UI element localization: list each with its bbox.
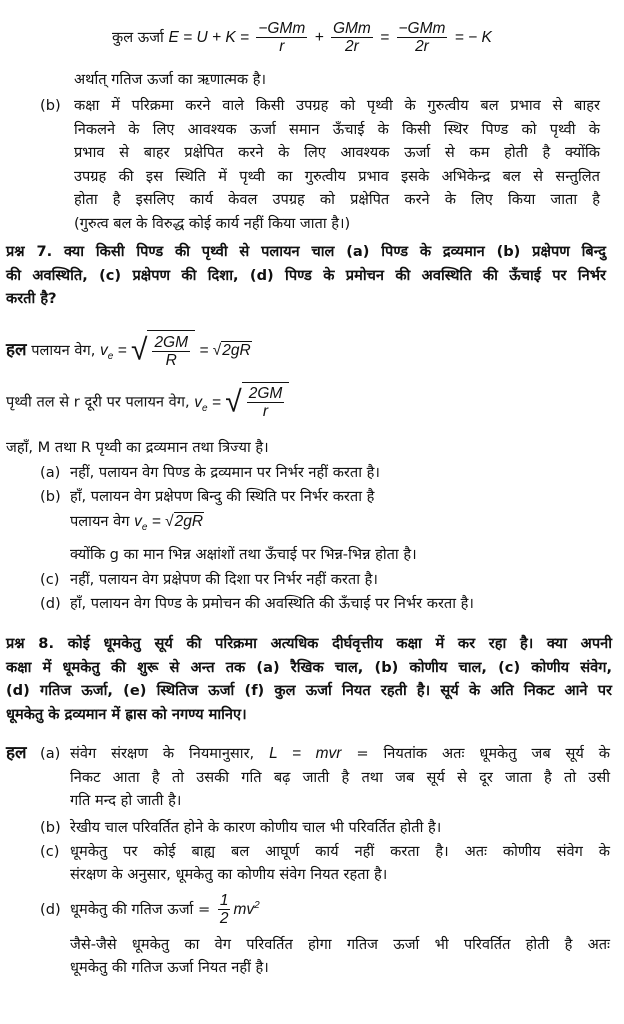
question-8-line-4: धूमकेतु के द्रव्यमान में ह्रास को नगण्य मानिए। [6,705,247,723]
question-8-line-1: कोई धूमकेतु सूर्य की परिक्रमा अत्यधिक दीर्घवृत्तीय कक्षा में कर रहा है। क्या अपनी [67,635,612,652]
sol7-item-b-marker: (b) [40,487,61,505]
sol7-item-a [40,461,610,485]
para-b-marker: (b) [40,97,61,114]
question-8-line-3: (d) गतिज ऊर्जा, (e) स्थितिज ऊर्जा (f) कुल ऊर्जा नियत रहती है। सूर्य के अति निकट आने पर [6,682,612,699]
sol8-item-b [40,816,610,840]
surface-escape [6,382,624,429]
sol8-d-line-1: जैसे-जैसे धूमकेतु का वेग परिवर्तित होगा गतिज ऊर्जा भी परिवर्तित होती है अतः [70,935,610,953]
sol7-item-a-text: नहीं, पलायन वेग पिण्ड के द्रव्यमान पर निर्भर नहीं करता है। [70,464,380,481]
energy-formula: E = U + K = $\frac{\text{−GMm}}{r}$ + $\frac{\text{GMm}}{2r}$ = $\frac{\text{−GMm}}{2r}$ = − K [168,20,492,56]
para-b-line-6: (गुरुत्व बल के विरुद्ध कोई कार्य नहीं किया जाता है।) [74,214,351,232]
sol8-item-c [40,840,610,887]
where-line: जहाँ, M तथा R पृथ्वी का द्रव्यमान तथा त्रिज्या है। [6,439,269,456]
sol7-item-c-text: नहीं, पलायन वेग प्रक्षेपण की दिशा पर निर्भर नहीं करता है। [70,571,378,589]
sol8-d-line-2: धूमकेतु की गतिज ऊर्जा नियत नहीं है। [70,959,269,977]
question-7-line-2: की अवस्थिति, (c) प्रक्षेपण की दिशा, (d) पिण्ड के प्रमोचन की अवस्थिति की ऊँचाई पर निर्भर [6,266,606,284]
question-7-label: प्रश्न 7. [6,243,53,260]
para-b-line-1: कक्षा में परिक्रमा करने वाले किसी उपग्रह को पृथ्वी के गुरुत्वीय बल प्रभाव से बाहर [74,97,600,114]
sol8-a-line-2: निकट आता है तो उसकी गति बढ़ जाती है तथा जब सूर्य से दूर जाता है तो उसी [70,768,610,786]
para-b-line-5: होता है इसलिए कार्य केवल उपग्रह को प्रक्षेपित करने के लिए किया जाता है [74,191,600,208]
sol8-item-d [40,887,610,929]
sol7-item-a-marker: (a) [40,464,61,481]
sol7-b-formula: $v_e = √2gR$ [134,513,204,534]
para-b-line-4: उपग्रह की इस स्थिति में पृथ्वी का गुरुत्वीय प्रभाव इसके अभिकेन्द्र बल से सन्तुलित [74,167,600,185]
solution-8-label: हल [6,743,27,763]
question-8-label: प्रश्न 8. [6,635,55,652]
sol8-c-line-1: धूमकेतु पर कोई बाह्य बल आघूर्ण कार्य नहीं करता है। अतः कोणीय संवेग के [70,842,610,860]
energy-conclusion: अर्थात् गतिज ऊर्जा का ऋणात्मक है। [74,71,267,88]
solution-7-escape [6,330,624,377]
sol8-a-marker: (a) [40,745,61,762]
total-energy-equation [112,18,612,58]
sol7-item-c [40,568,610,592]
question-7-line-1: क्या किसी पिण्ड की पृथ्वी से पलायन चाल (a) पिण्ड के द्रव्यमान (b) प्रक्षेपण बिन्दु [63,243,606,260]
sol7-item-d-text: हाँ, पलायन वेग पिण्ड के प्रमोचन की अवस्थिति की ऊँचाई पर निर्भर करता है। [70,594,474,612]
para-b [40,94,600,235]
sol8-b-marker: (b) [40,819,61,836]
escape-velocity-text: पलायन वेग, [31,342,96,359]
total-energy-label: कुल ऊर्जा [112,29,164,46]
sol7-item-b-text: हाँ, पलायन वेग प्रक्षेपण बिन्दु की स्थिति पर निर्भर करता है [70,487,375,505]
sol7-item-b-note: क्योंकि g का मान भिन्न अक्षांशों तथा ऊँचाई पर भिन्न-भिन्न होता है। [70,546,417,564]
escape-velocity-formula: $v_e$ = √ $\frac{2GM}{R}$ = √2gR [100,342,252,359]
sol7-item-d [40,592,610,616]
para-b-line-3: प्रभाव से बाहर प्रक्षेपित करने के लिए आवश्यक ऊर्जा से कम होती है क्योंकि [74,144,600,161]
question-8 [6,632,612,726]
sol7-item-d-marker: (d) [40,594,61,612]
surface-escape-text: पृथ्वी तल से r दूरी पर पलायन वेग, [6,393,190,411]
sol7-b-formula-label: पलायन वेग [70,513,130,530]
solution-7-label: हल [6,340,27,360]
sol8-a-line-1 [70,742,610,766]
sol8-d-marker: (d) [40,900,61,918]
sol7-item-b-formula [40,508,610,541]
sol8-a-post: = नियतांक अतः धूमकेतु जब सूर्य के [356,745,610,762]
sol7-item-c-marker: (c) [40,571,60,589]
sol8-c-line-2: संरक्षण के अनुसार, धूमकेतु का कोणीय संवेग नियत रहता है। [70,866,388,883]
sol8-a-pre: संवेग संरक्षण के नियमानुसार, [70,745,255,762]
kinetic-energy-formula: $\frac{1}{2}$ $mv^2$ [219,892,260,928]
surface-escape-formula: $v_e$ = √ $\frac{2GM}{r}$ [194,394,289,411]
sol8-c-marker: (c) [40,842,60,860]
question-7-line-3: करती है? [6,290,57,307]
sol7-item-b [40,485,610,509]
question-8-line-2: कक्षा में धूमकेतु की शुरू से अन्त तक (a) रैखिक चाल, (b) कोणीय चाल, (c) कोणीय संवेग, [6,658,612,676]
sol8-d-text: धूमकेतु की गतिज ऊर्जा = [70,900,211,918]
para-b-line-2: निकलने के लिए आवश्यक ऊर्जा समान ऊँचाई के किसी स्थिर पिण्ड को पृथ्वी के [74,120,600,138]
solution-7-items [40,461,610,615]
angular-momentum-formula: L = mvr [269,745,342,762]
solution-8 [6,742,610,813]
sol8-rest [40,816,610,980]
question-7 [6,240,606,311]
sol8-d-explanation [70,933,610,980]
sol8-b-text: रेखीय चाल परिवर्तित होने के कारण कोणीय चाल भी परिवर्तित होती है। [70,819,442,836]
sol8-a-line-3: गति मन्द हो जाती है। [70,792,182,809]
